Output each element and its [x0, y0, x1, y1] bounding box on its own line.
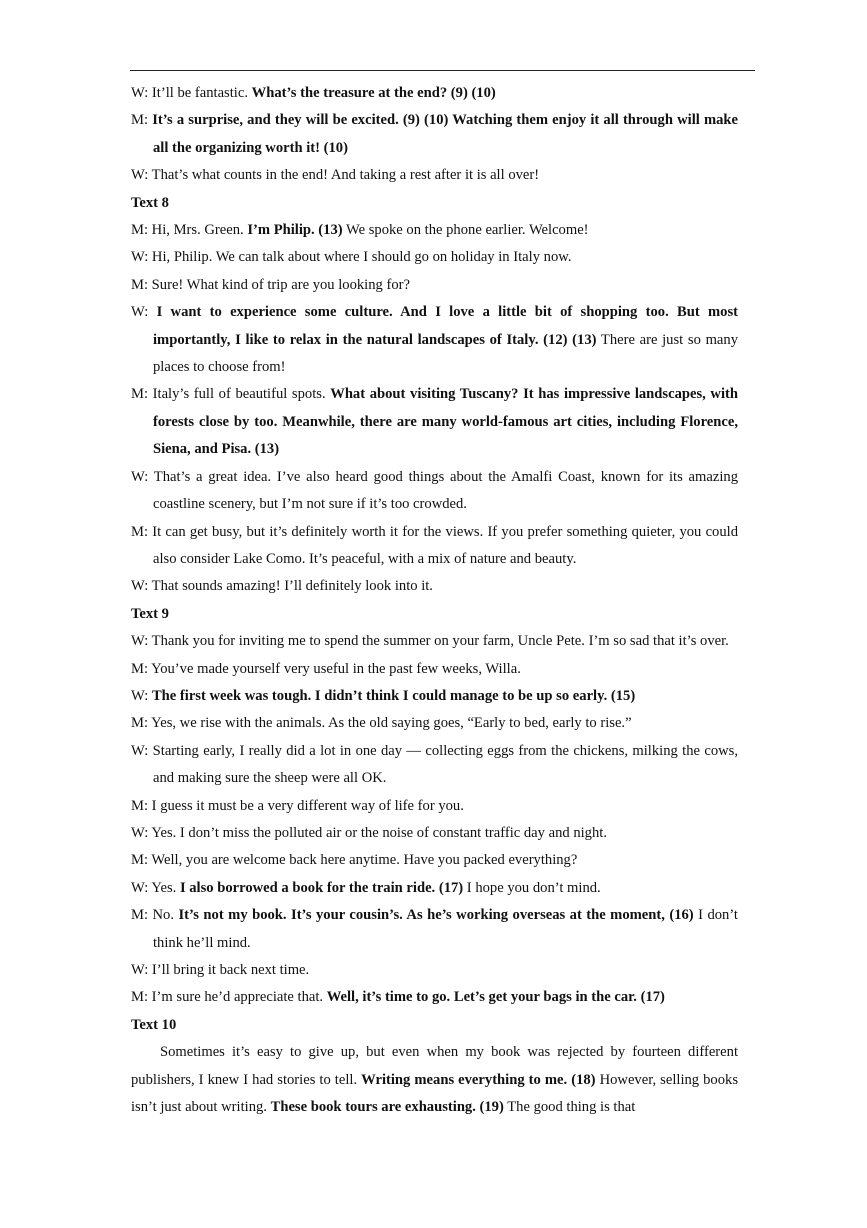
answer-cue-text: It’s not my book. It’s your cousin’s. As he’s working overseas at the moment, (16) — [178, 907, 694, 924]
transcript-text: W: Yes. I don’t miss the polluted air or the noise of constant traffic day and night. — [131, 824, 607, 841]
transcript-text: M: Well, you are welcome back here anytime. Have you packed everything? — [131, 852, 578, 869]
dialogue-line — [131, 217, 738, 244]
answer-cue-text: These book tours are exhausting. (19) — [270, 1099, 504, 1116]
transcript-text: W: That’s a great idea. I’ve also heard good things about the Amalfi Coast, known for its amazing coastline scenery, but I’m not sure if it’s too crowded. — [131, 468, 738, 513]
answer-cue-text: I want to experience some culture. And I love a little bit of shopping too. But most importantly, I like to relax in the natural landscapes of Italy. (12) (13) — [153, 304, 739, 348]
dialogue-line — [131, 683, 738, 710]
transcript-text: W: It’ll be fantastic. — [131, 85, 252, 101]
dialogue-line — [131, 738, 738, 793]
transcript-text: M: — [131, 112, 153, 129]
dialogue-line — [131, 902, 738, 957]
dialogue-line — [131, 820, 738, 847]
transcript-body — [131, 80, 738, 1121]
transcript-text: W: — [131, 304, 157, 321]
transcript-text: M: It can get busy, but it’s definitely worth it for the views. If you prefer something quieter, you could also consider Lake Como. It’s peaceful, with a mix of nature and beauty. — [131, 523, 738, 567]
transcript-text: W: Thank you for inviting me to spend the summer on your farm, Uncle Pete. I’m so sad that it’s over. — [131, 633, 729, 650]
transcript-text: W: That sounds amazing! I’ll definitely look into it. — [131, 578, 433, 595]
section-heading — [131, 190, 738, 217]
transcript-text: W: Hi, Philip. We can talk about where I should go on holiday in Italy now. — [131, 249, 572, 266]
header-rule — [130, 70, 755, 71]
transcript-text: I hope you don’t mind. — [463, 879, 601, 896]
transcript-text: M: Italy’s full of beautiful spots. — [131, 386, 331, 403]
dialogue-line — [131, 573, 738, 600]
transcript-text: M: You’ve made yourself very useful in the past few weeks, Willa. — [131, 660, 521, 677]
answer-cue-text: What about visiting Tuscany? It has impressive landscapes, with forests close by too. Meanwhile, there are many world-famous art cities, including Florence, Siena, and Pisa. (13) — [153, 386, 738, 458]
dialogue-line — [131, 162, 738, 189]
transcript-text: M: Sure! What kind of trip are you looking for? — [131, 276, 410, 293]
transcript-text: W: Yes. — [131, 879, 180, 896]
transcript-text: M: Hi, Mrs. Green. — [131, 222, 248, 239]
dialogue-line — [131, 381, 738, 463]
dialogue-line — [131, 519, 738, 574]
dialogue-line — [131, 656, 738, 683]
answer-cue-text: Text 8 — [131, 194, 169, 211]
dialogue-line — [131, 628, 738, 655]
dialogue-line — [131, 875, 738, 902]
transcript-text: Sometimes it’s easy to give up, but even when my book was rejected by fourteen different publishers, I knew I had stories to tell. — [131, 1044, 738, 1088]
transcript-text: W: Starting early, I really did a lot in one day — collecting eggs from the chickens, milking the cows, and making sure the sheep were all OK. — [131, 742, 738, 787]
section-heading — [131, 601, 738, 628]
answer-cue-text: I’m Philip. (13) — [247, 222, 343, 239]
transcript-text: M: Yes, we rise with the animals. As the old saying goes, “Early to bed, early to rise.” — [131, 715, 632, 732]
dialogue-line — [131, 272, 738, 299]
answer-cue-text: Well, it’s time to go. Let’s get your bags in the car. (17) — [326, 989, 665, 1006]
dialogue-line — [131, 107, 738, 162]
transcript-text: W: — [131, 687, 152, 704]
transcript-text: W: That’s what counts in the end! And taking a rest after it is all over! — [131, 167, 540, 184]
dialogue-line — [131, 984, 738, 1011]
answer-cue-text: Writing means everything to me. (18) — [361, 1071, 596, 1088]
transcript-text: The good thing is that — [503, 1099, 636, 1116]
prose-paragraph — [131, 1039, 738, 1121]
transcript-text: M: I’m sure he’d appreciate that. — [131, 989, 327, 1006]
answer-cue-text: The first week was tough. I didn’t think I could manage to be up so early. (15) — [151, 687, 636, 704]
transcript-text: W: I’ll bring it back next time. — [131, 962, 310, 978]
answer-cue-text: It’s a surprise, and they will be excited. (9) (10) Watching them enjoy it all through will make all the organizing worth it! (10) — [152, 112, 738, 156]
transcript-text: M: I guess it must be a very different way of life for you. — [131, 797, 464, 814]
dialogue-line — [131, 710, 738, 737]
dialogue-line — [131, 793, 738, 820]
answer-cue-text: I also borrowed a book for the train ride. (17) — [179, 879, 464, 896]
dialogue-line — [131, 299, 738, 381]
dialogue-line — [131, 244, 738, 271]
transcript-text: We spoke on the phone earlier. Welcome! — [342, 222, 589, 239]
transcript-text: I don’t think he’ll mind. — [153, 907, 738, 951]
answer-cue-text: What’s the treasure at the end? (9) (10) — [251, 85, 496, 101]
section-heading — [131, 1012, 738, 1039]
answer-cue-text: Text 9 — [131, 605, 169, 622]
dialogue-line — [131, 80, 738, 107]
transcript-text: M: No. — [131, 907, 179, 924]
transcript-text: However, selling books isn’t just about writing. — [131, 1071, 738, 1116]
dialogue-line — [131, 957, 738, 984]
answer-cue-text: Text 10 — [131, 1016, 177, 1033]
transcript-text: There are just so many places to choose from! — [153, 331, 738, 376]
dialogue-line — [131, 847, 738, 874]
dialogue-line — [131, 464, 738, 519]
